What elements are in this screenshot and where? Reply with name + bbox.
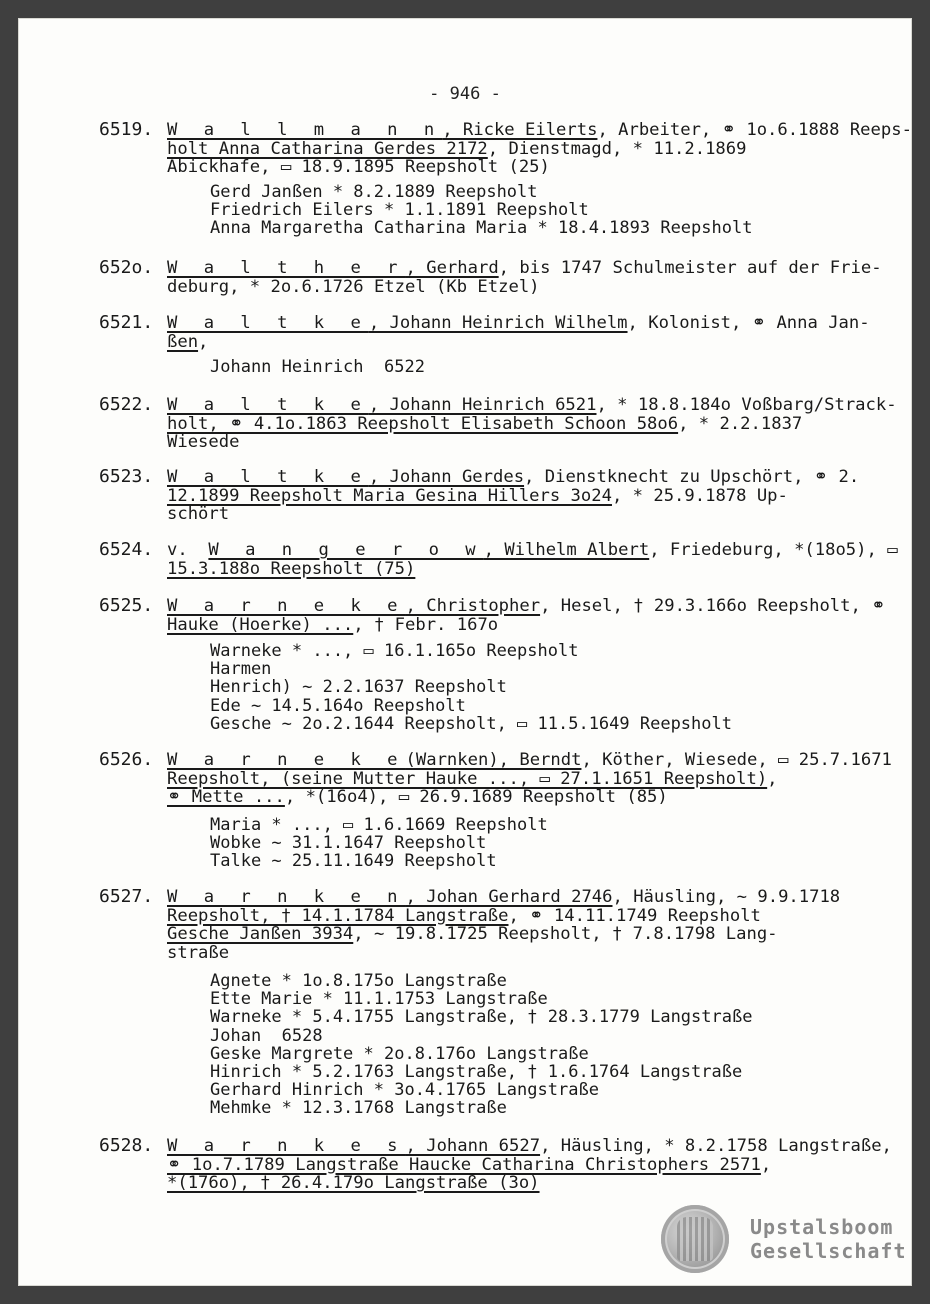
underlined-text: , Christopher	[405, 596, 541, 616]
children-list	[210, 183, 890, 238]
page-number: - 946 -	[429, 84, 501, 104]
entry-line	[167, 158, 867, 177]
logo-text	[750, 1215, 907, 1263]
entry-text	[167, 596, 886, 635]
children-list	[210, 642, 890, 733]
line-text: , * 25.9.1878 Up-	[611, 485, 788, 506]
line-text: , † Febr. 167o	[353, 614, 499, 635]
underlined-text: , Johann Heinrich 6521	[368, 395, 597, 415]
line-text: schört	[167, 504, 230, 524]
line-text: , Häusling, ~ 9.9.1718	[612, 887, 841, 907]
entry-text	[167, 395, 897, 452]
child-entry: Friedrich Eilers * 1.1.1891 Reepsholt	[210, 200, 589, 221]
child-entry: Johan 6528	[210, 1025, 323, 1046]
line-text: , *(16o4), ▭ 26.9.1689 Reepsholt (85)	[284, 787, 668, 807]
surname: W a r n k e n	[167, 887, 406, 907]
society-logo	[658, 1205, 907, 1277]
child-entry: Harmen	[210, 659, 272, 680]
logo-line-1: Upstalsboom	[750, 1215, 894, 1239]
entry-line	[167, 944, 867, 963]
line-text: deburg, * 2o.6.1726 Etzel (Kb Etzel)	[167, 276, 540, 297]
line-text: , Häusling, * 8.2.1758 Langstraße,	[540, 1136, 892, 1156]
underlined-text: 15.3.188o Reepsholt (75)	[167, 558, 416, 579]
entry-line	[167, 925, 867, 944]
children-list	[210, 816, 890, 871]
entry-number: 6521.	[99, 312, 154, 333]
entry-line	[167, 505, 867, 524]
line-text: , Friedeburg, *(18o5), ▭	[649, 540, 898, 560]
child-entry: Anna Margaretha Catharina Maria * 18.4.1893 Reepsholt	[210, 218, 753, 239]
entry-text	[167, 258, 882, 297]
underlined-text: Reepsholt, † 14.1.1784 Langstraße	[167, 905, 509, 926]
child-entry: Maria * ..., ▭ 1.6.1669 Reepsholt	[210, 815, 548, 835]
line-text: , Hesel, † 29.3.166o Reepsholt, ⚭	[540, 596, 886, 616]
underlined-text: , Gerhard	[405, 258, 499, 278]
surname: W a l l m a n n	[167, 120, 443, 140]
entry-text	[167, 468, 867, 524]
entry-number: 6527.	[99, 886, 154, 907]
line-text: ,	[767, 768, 778, 789]
entry-line	[167, 750, 892, 770]
entry-number: 6522.	[99, 394, 154, 415]
line-text: , Arbeiter, ⚭ 1o.6.1888 Reeps-	[597, 120, 912, 140]
entry-number: 6519.	[99, 119, 154, 140]
entry-line	[167, 395, 897, 415]
underlined-text: , Johan Gerhard 2746	[405, 887, 613, 907]
entry-text	[167, 1136, 892, 1193]
child-entry: Gerd Janßen * 8.2.1889 Reepsholt	[210, 182, 538, 202]
surname: W a l t k e	[167, 395, 369, 415]
entry-line	[167, 560, 867, 579]
entry-number: 6525.	[99, 595, 154, 616]
entry-line	[167, 788, 867, 807]
entry-line	[167, 487, 867, 506]
line-text: , ⚭ 14.11.1749 Reepsholt	[508, 905, 761, 926]
entry-text	[167, 750, 892, 807]
entry-line	[167, 1136, 892, 1156]
line-text: , Köther, Wiesede, ▭ 25.7.1671	[581, 750, 892, 770]
surname: W a r n e k e	[167, 596, 406, 616]
child-entry: Wobke ~ 31.1.1647 Reepsholt	[210, 833, 487, 854]
child-entry: Ette Marie * 11.1.1753 Langstraße	[210, 989, 548, 1010]
children-list	[210, 358, 890, 376]
child-entry: Henrich) ~ 2.2.1637 Reepsholt	[210, 677, 507, 698]
entry-line	[167, 333, 867, 352]
line-text: , * 2.2.1837	[678, 413, 803, 434]
underlined-text: , Wilhelm Albert	[483, 540, 650, 560]
line-text: , ~ 19.8.1725 Reepsholt, † 7.8.1798 Lang-	[353, 924, 778, 944]
entry-line	[167, 1156, 867, 1175]
entry-line	[167, 258, 882, 278]
entry-number: 6524.	[99, 539, 154, 560]
entry-line	[167, 433, 867, 452]
entry-line	[167, 907, 867, 926]
entry-line	[167, 415, 867, 434]
child-entry: Talke ~ 25.11.1649 Reepsholt	[210, 851, 497, 872]
child-entry: Warneke * ..., ▭ 16.1.165o Reepsholt	[210, 641, 579, 661]
child-entry: Gerhard Hinrich * 3o.4.1765 Langstraße	[210, 1080, 599, 1101]
line-text: , * 18.8.184o Voßbarg/Strack-	[596, 395, 897, 415]
surname: W a r n e k e	[167, 750, 406, 770]
entry-number: 6528.	[99, 1135, 154, 1156]
entry-text	[167, 888, 867, 962]
entry-line	[167, 770, 867, 789]
line-text: Abickhafe, ▭ 18.9.1895 Reepsholt (25)	[167, 157, 550, 177]
underlined-text: *(176o), † 26.4.179o Langstraße (3o)	[167, 1173, 540, 1193]
child-entry: Agnete * 1o.8.175o Langstraße	[210, 971, 507, 991]
line-text: straße	[167, 942, 230, 963]
child-entry: Ede ~ 14.5.164o Reepsholt	[210, 695, 466, 716]
child-entry: Gesche ~ 2o.2.1644 Reepsholt, ▭ 11.5.1649 Reepsholt	[210, 713, 732, 734]
underlined-text: Reepsholt, (seine Mutter Hauke ..., ▭ 27.1.1651 Reepsholt)	[167, 768, 768, 789]
children-list	[210, 972, 890, 1118]
line-text: , Dienstknecht zu Upschört, ⚭ 2.	[524, 467, 860, 487]
underlined-text: (Warnken), Berndt	[405, 750, 582, 770]
underlined-text: Gesche Janßen 3934	[167, 924, 354, 944]
entry-line	[167, 278, 867, 297]
child-entry: Mehmke * 12.3.1768 Langstraße	[210, 1098, 507, 1119]
entry-text	[167, 313, 870, 352]
underlined-text: , Johann 6527	[405, 1136, 541, 1156]
logo-line-2: Gesellschaft	[750, 1239, 907, 1263]
underlined-text: ⚭ 1o.7.1789 Langstraße Haucke Catharina Christophers 2571	[167, 1154, 761, 1175]
line-text: , bis 1747 Schulmeister auf der Frie-	[498, 258, 882, 278]
entry-line	[167, 140, 867, 159]
underlined-text: , Ricke Eilerts	[442, 120, 598, 140]
surname: W a l t k e	[167, 313, 369, 333]
entry-line	[167, 596, 886, 616]
seal-icon	[661, 1205, 729, 1273]
underlined-text: ßen	[167, 331, 199, 352]
surname: W a n g e r o w	[208, 540, 484, 560]
child-entry: Warneke * 5.4.1755 Langstraße, † 28.3.1779 Langstraße	[210, 1007, 753, 1028]
underlined-text: , Johann Gerdes	[368, 467, 525, 487]
entry-number: 652o.	[99, 257, 154, 278]
entry-line	[167, 313, 870, 333]
entry-number: 6526.	[99, 749, 154, 770]
line-text: ,	[760, 1154, 772, 1175]
underlined-text: Hauke (Hoerke) ...	[167, 614, 354, 635]
entry-line	[167, 1174, 867, 1193]
underlined-text: holt, ⚭ 4.1o.1863 Reepsholt Elisabeth Schoon 58o6	[167, 413, 679, 434]
underlined-text: 12.1899 Reepsholt Maria Gesina Hillers 3o24	[167, 485, 612, 506]
entry-line	[167, 468, 867, 487]
underlined-text: holt Anna Catharina Gerdes 2172	[167, 138, 488, 159]
line-text: , Kolonist, ⚭ Anna Jan-	[627, 313, 870, 333]
entry-line	[167, 616, 867, 635]
entry-line	[167, 120, 912, 140]
child-entry: Geske Margrete * 2o.8.176o Langstraße	[210, 1043, 589, 1064]
entry-text	[167, 120, 912, 177]
entry-line	[167, 540, 898, 560]
surname: W a l t h e r	[167, 258, 406, 278]
line-text: Wiesede	[167, 432, 240, 452]
entry-number: 6523.	[99, 466, 154, 487]
underlined-text: ⚭ Mette ...	[167, 787, 285, 807]
underlined-text: , Johann Heinrich Wilhelm	[368, 313, 628, 333]
surname: W a l t k e	[167, 467, 369, 487]
entry-line	[167, 888, 867, 907]
surname: W a r n k e s	[167, 1136, 406, 1156]
child-entry: Hinrich * 5.2.1763 Langstraße, † 1.6.1764 Langstraße	[210, 1061, 743, 1082]
line-text: ,	[198, 331, 209, 352]
line-text: v.	[167, 540, 209, 560]
child-entry: Johann Heinrich 6522	[210, 357, 425, 377]
entry-text	[167, 540, 898, 579]
line-text: , Dienstmagd, * 11.2.1869	[487, 138, 747, 159]
